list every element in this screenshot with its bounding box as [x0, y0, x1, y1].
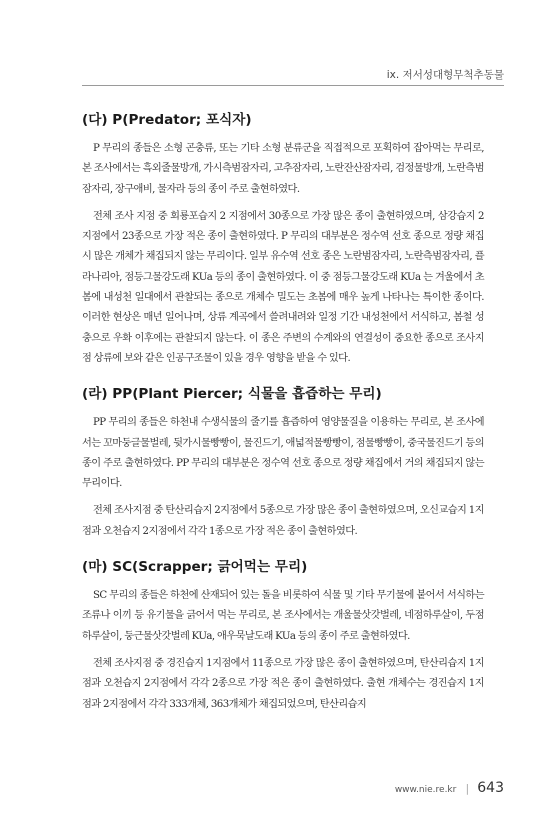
paragraph: 전체 조사지점 중 경진습지 1지점에서 11종으로 가장 많은 종이 출현하였으며, 탄산리습지 1지점과 오천습지 2지점에서 각각 2종으로 가장 적은 종이 출현하였다. 출현 개체수는 경진습지 1지점과 2지점에서 각각 333개체, 363개체가 채집되었으며, 탄산리습지: [82, 657, 484, 710]
paragraph: SC 무리의 종들은 하천에 산재되어 있는 돌을 비롯하여 식물 및 기타 무기물에 붙어서 서식하는 조류나 이끼 등 유기물을 긁어서 먹는 무리로, 본 조사에서는 개울물삿갓벌레, 네점하루살이, 두점하루살이, 둥근물삿갓벌레 KUa, 애우묵날도래 KUa 등의 종이 주로 출현하였다.: [82, 590, 484, 642]
page-footer: [395, 777, 504, 796]
section-scrapper: [82, 557, 484, 715]
paragraph: P 무리의 종들은 소형 곤충류, 또는 기타 소형 분류군을 직접적으로 포획하여 잡아먹는 무리로, 본 조사에서는 흑외줄물방개, 가시측범잠자리, 고추잠자리, 노란잔산잠자리, 검정물방개, 노란측범잠자리, 장구애비, 물자라 등의 종이 주로 출현하였다.: [82, 143, 484, 195]
header-rule: [82, 85, 504, 86]
page-number: 643: [477, 780, 504, 796]
section-heading-plant-piercer: (라) PP(Plant Piercer; 식물을 흡즙하는 무리): [82, 386, 382, 403]
section-heading-scrapper: (마) SC(Scrapper; 긁어먹는 무리): [82, 559, 308, 576]
section-plant-piercer: [82, 384, 484, 542]
paragraph: 전체 조사 지점 중 회룡포습지 2 지점에서 30종으로 가장 많은 종이 출현하였으며, 삼강습지 2 지점에서 23종으로 가장 적은 종이 출현하였다. P 무리의 대부분은 정수역 선호 종으로 정량 채집시 많은 개체가 채집되지 않는 무리이다. 일부 유수역 선호 종은 노란범잠자리, 노란측범잠자리, 플라나리아, 점등그물강도래 KUa 등의 종이 출현하였다. 이 중 점등그물강도래 KUa 는 겨울에서 초봄에 내성천 일대에서 관찰되는 종으로 개체수 밀도는 초봄에 매우 높게 나타나는 특이한 종이다. 이러한 현상은 매년 일어나며, 상류 계곡에서 쓸려내려와 일정 기간 내성천에서 서식하고, 봄철 성충으로 우화 이후에는 관찰되지 않는다. 이 종은 주변의 수계와의 연결성이 중요한 종으로 조사지점 상류에 보와 같은 인공구조물이 있을 경우 영향을 받을 수 있다.: [82, 210, 484, 364]
section-predator: [82, 110, 484, 369]
paragraph: PP 무리의 종들은 하천내 수생식물의 줄기를 흡즙하여 영양물질을 이용하는 무리로, 본 조사에서는 꼬마둥글물벌레, 뒷가시물빵빵이, 물진드기, 애넓적물빵빵이, 점물빵빵이, 중국물진드기 등의 종이 주로 출현하였다. PP 무리의 대부분은 정수역 선호 종으로 정량 채집에서 거의 채집되지 않는 무리이다.: [82, 417, 484, 490]
footer-separator: |: [465, 782, 470, 795]
paragraph: 전체 조사지점 중 탄산리습지 2지점에서 5종으로 가장 많은 종이 출현하였으며, 오신교습지 1지점과 오천습지 2지점에서 각각 1종으로 가장 적은 종이 출현하였다.: [82, 505, 484, 537]
footer-url: www.nie.re.kr: [394, 785, 457, 795]
running-header: ix. 저서성대형무척추동물: [386, 69, 504, 81]
main-content: [82, 110, 484, 730]
section-heading-predator: (다) P(Predator; 포식자): [82, 112, 252, 128]
